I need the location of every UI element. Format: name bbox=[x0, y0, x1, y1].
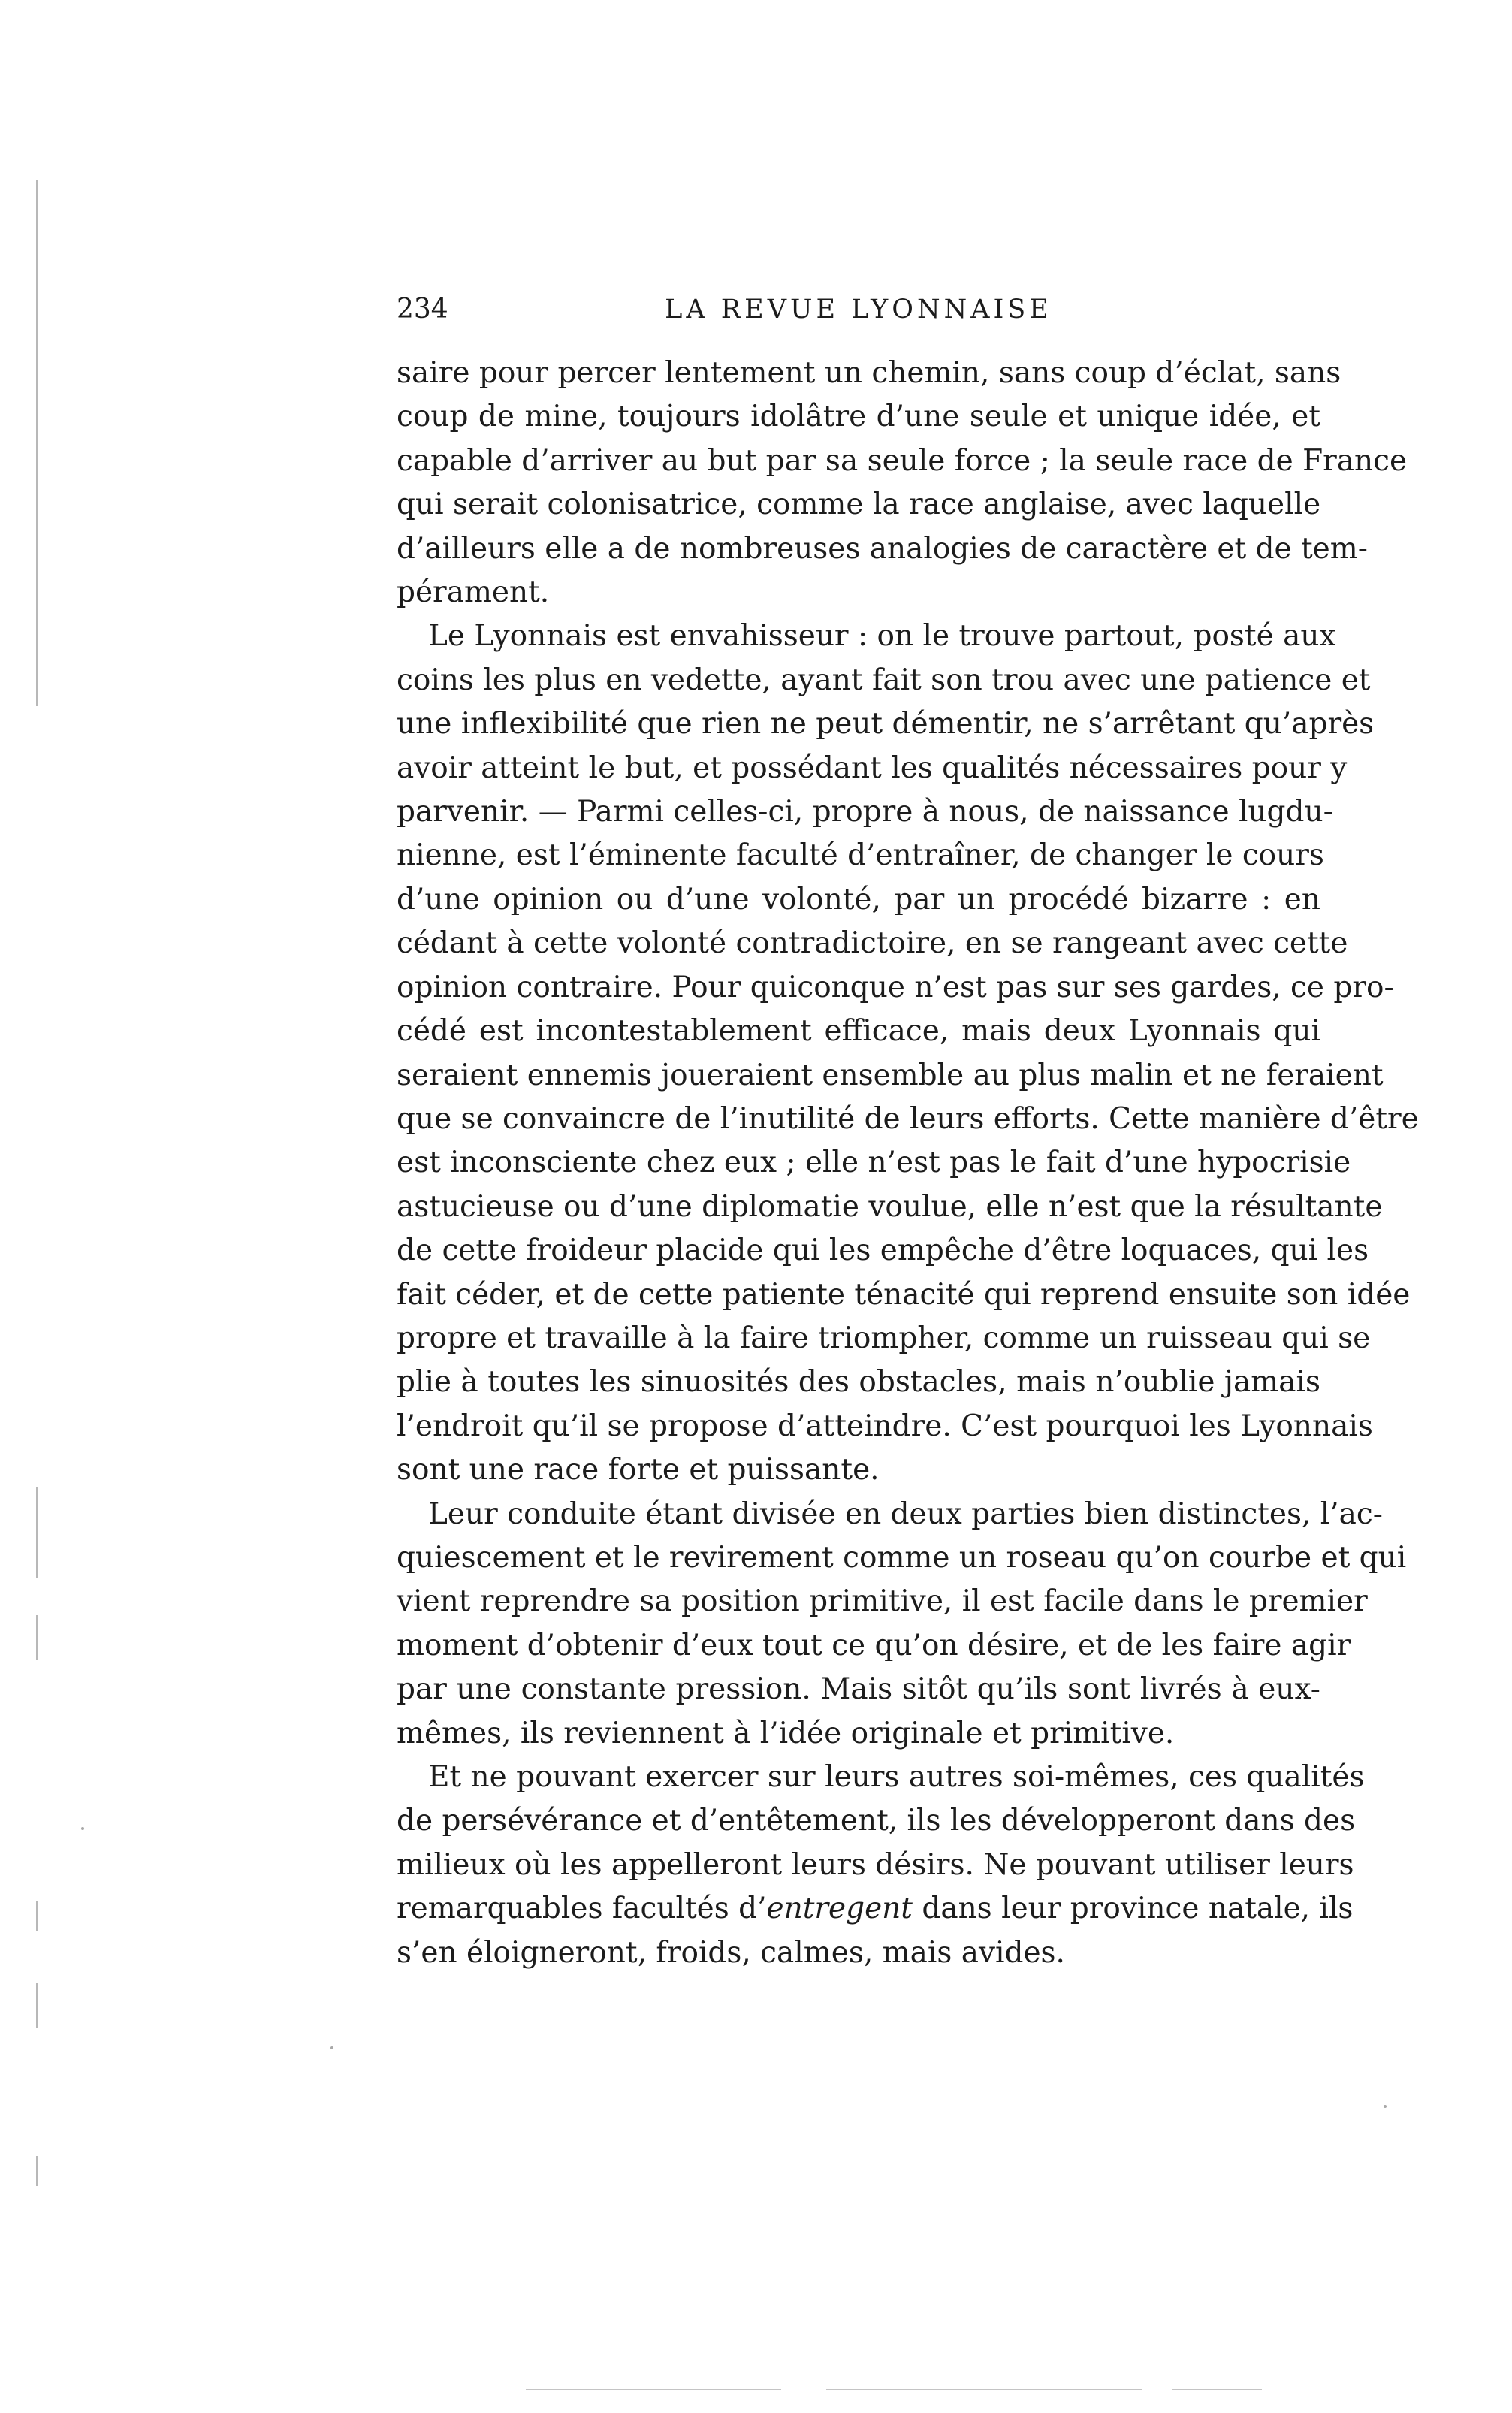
text-line-with-italic bbox=[397, 1887, 1354, 1931]
scan-margin-line bbox=[36, 1487, 38, 1578]
text-line: Le Lyonnais est envahisseur : on le trouve partout, posté aux bbox=[428, 619, 1336, 654]
scan-margin-line bbox=[36, 1983, 38, 2028]
text-line: s’en éloigneront, froids, calmes, mais avides. bbox=[397, 1935, 1065, 1970]
scan-margin-line bbox=[36, 1615, 38, 1660]
text-line: cédant à cette volonté contradictoire, en se rangeant avec cette bbox=[397, 926, 1348, 961]
text-line: avoir atteint le but, et possédant les qualités nécessaires pour y bbox=[397, 750, 1348, 785]
text-line: milieux où les appelleront leurs désirs. Ne pouvant utiliser leurs bbox=[397, 1847, 1354, 1882]
text-line: que se convaincre de l’inutilité de leurs efforts. Cette manière d’être bbox=[397, 1101, 1419, 1136]
paragraph-3 bbox=[397, 1493, 1407, 1756]
scan-bottom-rule bbox=[526, 2389, 781, 2390]
text-line: de cette froideur placide qui les empêche d’être loquaces, qui les bbox=[397, 1234, 1369, 1268]
text-line: pérament. bbox=[397, 575, 550, 610]
paragraph-1 bbox=[397, 352, 1408, 615]
text-line: cédé est incontestablement efficace, mais deux Lyonnais qui bbox=[397, 1014, 1320, 1049]
text-line: d’une opinion ou d’une volonté, par un procédé bizarre : en bbox=[397, 882, 1320, 917]
text-line: Leur conduite étant divisée en deux parties bien distinctes, l’ac- bbox=[428, 1496, 1383, 1531]
paragraph-4 bbox=[397, 1756, 1365, 1975]
text-line: coins les plus en vedette, ayant fait son trou avec une patience et bbox=[397, 663, 1371, 697]
scan-margin-line bbox=[36, 180, 38, 706]
text-line: moment d’obtenir d’eux tout ce qu’on désire, et de les faire agir bbox=[397, 1628, 1351, 1663]
text-line: propre et travaille à la faire triompher, comme un ruisseau qui se bbox=[397, 1321, 1371, 1355]
article-body bbox=[397, 352, 1419, 1975]
paragraph-2 bbox=[397, 615, 1419, 1492]
page-number: 234 bbox=[397, 294, 448, 325]
running-title: LA REVUE LYONNAISE bbox=[665, 294, 1052, 325]
line-segment: remarquables facultés d’ bbox=[397, 1892, 767, 1926]
text-line: de persévérance et d’entêtement, ils les développeront dans des bbox=[397, 1804, 1356, 1838]
text-line: sont une race forte et puissante. bbox=[397, 1453, 880, 1487]
text-line: par une constante pression. Mais sitôt qu’ils sont livrés à eux- bbox=[397, 1672, 1320, 1707]
page-header bbox=[397, 293, 1320, 326]
text-line: l’endroit qu’il se propose d’atteindre. C’est pourquoi les Lyonnais bbox=[397, 1409, 1373, 1443]
text-line: une inflexibilité que rien ne peut démentir, ne s’arrêtant qu’après bbox=[397, 707, 1375, 741]
text-line: est inconsciente chez eux ; elle n’est pas le fait d’une hypocrisie bbox=[397, 1146, 1351, 1180]
text-line: qui serait colonisatrice, comme la race anglaise, avec laquelle bbox=[397, 488, 1321, 522]
text-line: capable d’arriver au but par sa seule force ; la seule race de France bbox=[397, 443, 1408, 478]
scan-speck bbox=[81, 1827, 84, 1830]
text-line: mêmes, ils reviennent à l’idée originale et primitive. bbox=[397, 1716, 1175, 1750]
text-line: d’ailleurs elle a de nombreuses analogies de caractère et de tem- bbox=[397, 531, 1368, 566]
text-line: Et ne pouvant exercer sur leurs autres soi-mêmes, ces qualités bbox=[428, 1760, 1365, 1794]
scan-speck bbox=[1384, 2105, 1387, 2108]
text-line: nienne, est l’éminente faculté d’entraîner, de changer le cours bbox=[397, 838, 1324, 873]
scan-margin-line bbox=[36, 2156, 38, 2186]
text-line: quiescement et le revirement comme un roseau qu’on courbe et qui bbox=[397, 1540, 1407, 1575]
scan-speck bbox=[330, 2046, 333, 2049]
text-line: astucieuse ou d’une diplomatie voulue, elle n’est que la résultante bbox=[397, 1189, 1383, 1224]
line-segment: dans leur province natale, ils bbox=[912, 1892, 1354, 1926]
text-line: opinion contraire. Pour quiconque n’est pas sur ses gardes, ce pro- bbox=[397, 970, 1394, 1004]
scan-margin-line bbox=[36, 1901, 38, 1931]
italic-word: entregent bbox=[766, 1892, 913, 1926]
scan-bottom-rule bbox=[826, 2389, 1142, 2390]
scan-bottom-rule bbox=[1172, 2389, 1262, 2390]
text-line: seraient ennemis joueraient ensemble au plus malin et ne feraient bbox=[397, 1058, 1384, 1092]
text-line: saire pour percer lentement un chemin, sans coup d’éclat, sans bbox=[397, 356, 1341, 390]
text-line: fait céder, et de cette patiente ténacité qui reprend ensuite son idée bbox=[397, 1277, 1411, 1312]
text-line: parvenir. — Parmi celles-ci, propre à nous, de naissance lugdu- bbox=[397, 795, 1333, 829]
text-line: coup de mine, toujours idolâtre d’une seule et unique idée, et bbox=[397, 400, 1320, 434]
text-line: vient reprendre sa position primitive, il est facile dans le premier bbox=[397, 1584, 1368, 1619]
text-line: plie à toutes les sinuosités des obstacles, mais n’oublie jamais bbox=[397, 1365, 1320, 1400]
